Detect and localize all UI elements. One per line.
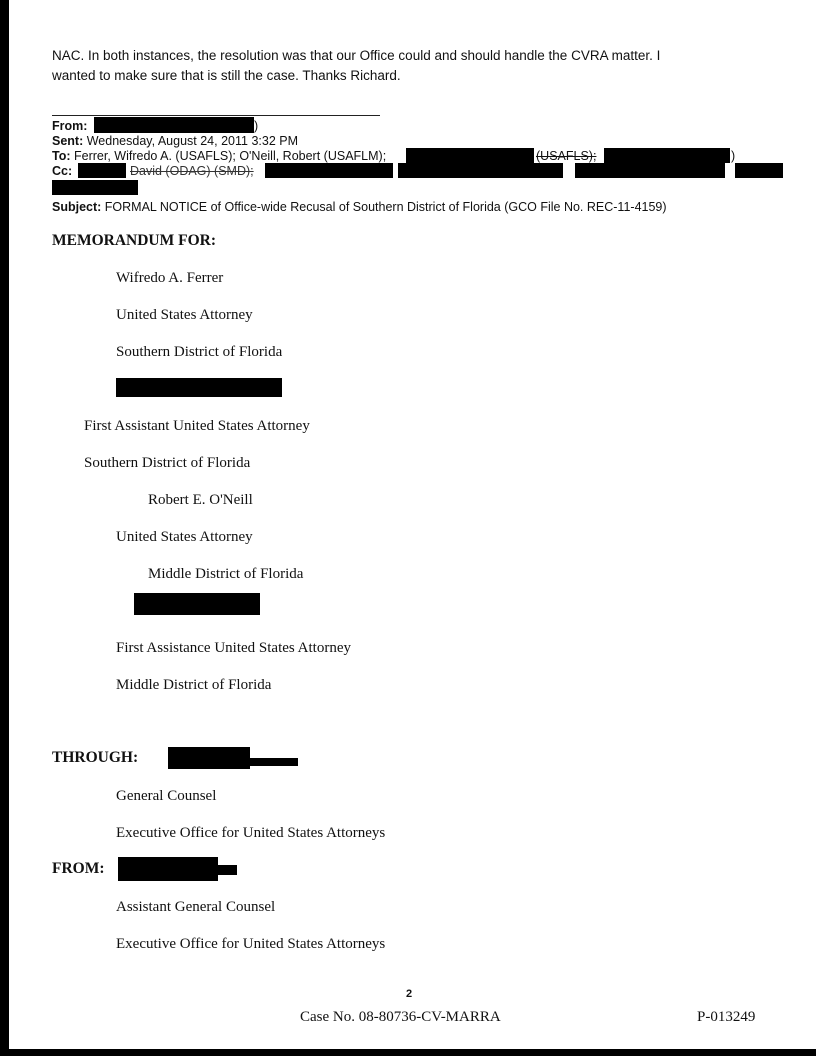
redaction-through-2 xyxy=(250,758,298,766)
email-sent-label: Sent: xyxy=(52,134,84,148)
email-subject-label: Subject: xyxy=(52,200,102,214)
memo-line: Middle District of Florida xyxy=(116,677,272,693)
memorandum-for-heading: MEMORANDUM FOR: xyxy=(52,232,217,249)
redaction-cc-2 xyxy=(265,163,393,178)
email-cc-label: Cc: xyxy=(52,164,73,178)
through-heading: THROUGH: xyxy=(52,749,139,766)
email-from-row xyxy=(52,119,87,133)
redaction-cc-3 xyxy=(398,163,563,178)
scan-left-border xyxy=(0,0,9,1056)
memo-line: Middle District of Florida xyxy=(148,566,304,582)
memo-line: Robert E. O'Neill xyxy=(148,492,253,508)
redaction-through-1 xyxy=(168,747,250,769)
intro-line-2: wanted to make sure that is still the case. Thanks Richard. xyxy=(52,68,401,83)
memo-line: United States Attorney xyxy=(116,307,253,323)
redaction-to-2 xyxy=(604,148,730,163)
memo-line: Wifredo A. Ferrer xyxy=(116,270,224,286)
email-to-row xyxy=(52,149,386,163)
redaction-from xyxy=(94,117,254,133)
redaction-from-2 xyxy=(218,865,237,875)
redaction-cc-4 xyxy=(575,163,725,178)
from-line: Executive Office for United States Attorneys xyxy=(116,936,386,952)
email-to-tail-1: (USAFLS); xyxy=(536,149,597,163)
email-subject-row xyxy=(52,200,667,214)
redaction-to-1 xyxy=(406,148,534,163)
through-line: General Counsel xyxy=(116,788,217,804)
memo-line: Southern District of Florida xyxy=(116,344,283,360)
email-subject-value: FORMAL NOTICE of Office-wide Recusal of Southern District of Florida (GCO File No. REC-11-4159) xyxy=(104,200,667,214)
redaction-cc-6 xyxy=(52,180,138,195)
email-from-label: From: xyxy=(52,119,88,133)
scan-bottom-border xyxy=(0,1049,816,1056)
email-to-value: Ferrer, Wifredo A. (USAFLS); O'Neill, Robert (USAFLM); xyxy=(74,149,387,163)
memo-line: First Assistance United States Attorney xyxy=(116,640,351,656)
email-to-label: To: xyxy=(52,149,71,163)
redaction-cc-1 xyxy=(78,163,126,178)
redaction-memo-2 xyxy=(134,593,260,615)
email-sent-value: Wednesday, August 24, 2011 3:32 PM xyxy=(86,134,298,148)
redaction-memo-1 xyxy=(116,378,282,397)
memo-line: Southern District of Florida xyxy=(84,455,251,471)
page-number: 2 xyxy=(406,988,413,1000)
email-cc-fragment: David (ODAG) (SMD); xyxy=(130,164,254,178)
email-to-tail-2: ) xyxy=(731,149,736,163)
case-number: Case No. 08-80736-CV-MARRA xyxy=(300,1009,501,1025)
from-heading: FROM: xyxy=(52,860,105,877)
from-line: Assistant General Counsel xyxy=(116,899,276,915)
email-sent-row xyxy=(52,134,298,148)
email-from-tail: ) xyxy=(254,119,259,133)
redaction-cc-5 xyxy=(735,163,783,178)
redaction-from-1 xyxy=(118,857,218,881)
email-cc-row xyxy=(52,164,72,178)
memo-line: First Assistant United States Attorney xyxy=(84,418,310,434)
through-line: Executive Office for United States Attorneys xyxy=(116,825,386,841)
bates-number: P-013249 xyxy=(697,1009,756,1025)
memo-line: United States Attorney xyxy=(116,529,253,545)
intro-line-1: NAC. In both instances, the resolution was that our Office could and should handle the CVRA matter. I xyxy=(52,48,661,63)
email-separator-rule xyxy=(52,115,380,116)
